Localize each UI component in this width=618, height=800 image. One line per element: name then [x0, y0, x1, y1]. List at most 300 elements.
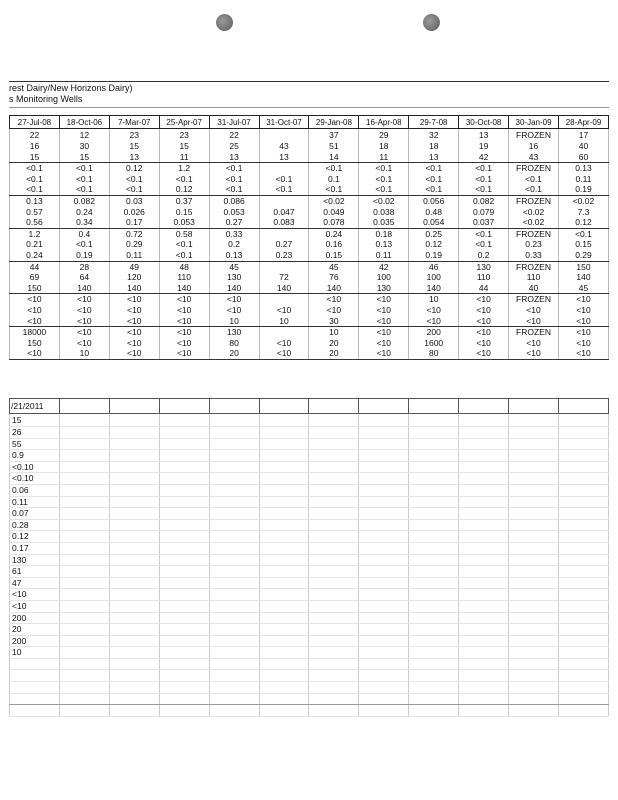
- table-cell: [209, 589, 259, 601]
- table-cell: [259, 163, 309, 174]
- table-cell: [558, 693, 608, 705]
- table-cell: [159, 658, 209, 670]
- table-cell: [59, 693, 109, 705]
- table-row: [10, 261, 609, 272]
- table-cell: 55: [10, 438, 60, 450]
- table-cell: [558, 682, 608, 694]
- table-cell: [309, 531, 359, 543]
- table-cell: [159, 531, 209, 543]
- table-cell: [109, 658, 159, 670]
- table-cell: 140: [209, 283, 259, 294]
- table-cell: [509, 542, 559, 554]
- table-cell: <0.1: [309, 163, 359, 174]
- table-cell: 100: [409, 272, 459, 283]
- table-cell: [259, 554, 309, 566]
- table-cell: [10, 670, 60, 682]
- table-cell: [259, 484, 309, 496]
- table-cell: [309, 612, 359, 624]
- table-cell: <10: [159, 327, 209, 338]
- table-cell: 0.15: [159, 207, 209, 218]
- table-cell: <10: [109, 327, 159, 338]
- table-cell: 0.12: [109, 163, 159, 174]
- table-cell: <10: [558, 294, 608, 305]
- table-cell: <10: [10, 305, 60, 316]
- table-row: [10, 519, 609, 531]
- table-cell: 14: [309, 152, 359, 163]
- table-cell: [109, 600, 159, 612]
- table-cell: 0.33: [209, 228, 259, 239]
- table-cell: [259, 508, 309, 520]
- table-cell: 80: [409, 348, 459, 359]
- table-cell: [509, 450, 559, 462]
- table-cell: [409, 473, 459, 485]
- table-row: [10, 531, 609, 543]
- table-cell: [409, 705, 459, 717]
- table-cell: [359, 635, 409, 647]
- table-cell: 0.12: [558, 217, 608, 228]
- table-cell: [59, 508, 109, 520]
- table-cell: [209, 705, 259, 717]
- table-cell: 0.078: [309, 217, 359, 228]
- table-cell: [558, 473, 608, 485]
- table-cell: <0.1: [209, 174, 259, 185]
- table-cell: 0.16: [309, 239, 359, 250]
- table-cell: [259, 473, 309, 485]
- empty-column-header: [558, 399, 608, 414]
- table-cell: 0.48: [409, 207, 459, 218]
- table-cell: [109, 450, 159, 462]
- empty-column-header: [459, 399, 509, 414]
- table-cell: [259, 195, 309, 206]
- table-cell: FROZEN: [509, 129, 559, 142]
- table-cell: 15: [59, 152, 109, 163]
- table-cell: [459, 461, 509, 473]
- table-cell: <0.1: [259, 184, 309, 195]
- table-cell: 22: [10, 129, 60, 142]
- table-cell: [109, 484, 159, 496]
- table-cell: [309, 484, 359, 496]
- table-cell: [159, 589, 209, 601]
- table-cell: [159, 496, 209, 508]
- table-cell: [259, 542, 309, 554]
- table-cell: [409, 414, 459, 427]
- table-cell: [409, 600, 459, 612]
- table-cell: [558, 624, 608, 636]
- table-cell: 10: [209, 316, 259, 327]
- table-cell: 0.13: [558, 163, 608, 174]
- table-cell: <10: [359, 338, 409, 349]
- table-cell: [509, 438, 559, 450]
- table-cell: 0.4: [59, 228, 109, 239]
- table-cell: [459, 519, 509, 531]
- empty-column-header: [109, 399, 159, 414]
- table-cell: [59, 427, 109, 439]
- table-cell: 140: [159, 283, 209, 294]
- table-cell: [558, 414, 608, 427]
- table-cell: [309, 450, 359, 462]
- table-cell: <10: [459, 305, 509, 316]
- table-cell: 0.23: [509, 239, 559, 250]
- table-cell: [459, 577, 509, 589]
- table-cell: [409, 496, 459, 508]
- table-cell: [259, 294, 309, 305]
- table-cell: [159, 542, 209, 554]
- table-cell: [409, 508, 459, 520]
- table-cell: 1.2: [10, 228, 60, 239]
- table-cell: <0.1: [459, 174, 509, 185]
- table-cell: [259, 327, 309, 338]
- table-cell: [159, 682, 209, 694]
- table-cell: <0.1: [509, 174, 559, 185]
- table-cell: <0.1: [409, 163, 459, 174]
- table-cell: [59, 635, 109, 647]
- table-cell: [509, 473, 559, 485]
- table-cell: 13: [259, 152, 309, 163]
- table-cell: <0.1: [209, 163, 259, 174]
- table-header-row: [10, 399, 609, 414]
- table-cell: FROZEN: [509, 261, 559, 272]
- table-cell: <10: [359, 327, 409, 338]
- table-cell: [209, 554, 259, 566]
- table-cell: [109, 461, 159, 473]
- table-cell: [259, 427, 309, 439]
- table-cell: [209, 542, 259, 554]
- table-cell: 0.06: [10, 484, 60, 496]
- table-cell: 0.28: [10, 519, 60, 531]
- table-cell: [259, 566, 309, 578]
- empty-column-header: [309, 399, 359, 414]
- table-cell: [309, 658, 359, 670]
- table-cell: [309, 508, 359, 520]
- table-row: [10, 438, 609, 450]
- table-cell: [209, 461, 259, 473]
- table-cell: [59, 554, 109, 566]
- table-cell: 7.3: [558, 207, 608, 218]
- table-cell: <10: [309, 305, 359, 316]
- column-header: 30-Jan-09: [509, 116, 559, 129]
- table-cell: [109, 566, 159, 578]
- table-cell: [459, 682, 509, 694]
- table-cell: [59, 577, 109, 589]
- table-cell: [59, 438, 109, 450]
- table-cell: [109, 496, 159, 508]
- table-cell: <10: [209, 305, 259, 316]
- table-cell: FROZEN: [509, 327, 559, 338]
- table-cell: [409, 589, 459, 601]
- table-cell: <0.02: [509, 217, 559, 228]
- table-row: [10, 496, 609, 508]
- table-cell: [109, 554, 159, 566]
- table-cell: [209, 577, 259, 589]
- table-cell: [558, 484, 608, 496]
- column-header: 18-Oct-06: [59, 116, 109, 129]
- table-row: [10, 184, 609, 195]
- table-cell: <10: [359, 305, 409, 316]
- table-cell: 23: [159, 129, 209, 142]
- table-cell: 0.086: [209, 195, 259, 206]
- table-cell: [259, 461, 309, 473]
- table-cell: <0.10: [10, 461, 60, 473]
- table-cell: [459, 705, 509, 717]
- column-header: /21/2011: [10, 399, 60, 414]
- table-row: [10, 250, 609, 261]
- table-cell: 130: [359, 283, 409, 294]
- table-cell: 13: [209, 152, 259, 163]
- table-cell: [558, 647, 608, 659]
- table-cell: <10: [59, 294, 109, 305]
- table-cell: [409, 658, 459, 670]
- table-cell: [509, 705, 559, 717]
- table-cell: 13: [409, 152, 459, 163]
- table-cell: [309, 473, 359, 485]
- table-cell: 48: [159, 261, 209, 272]
- table-cell: 0.047: [259, 207, 309, 218]
- table-cell: [209, 658, 259, 670]
- table-cell: [509, 461, 559, 473]
- empty-column-header: [259, 399, 309, 414]
- table-cell: <10: [109, 316, 159, 327]
- table-cell: [259, 693, 309, 705]
- table-cell: 0.19: [409, 250, 459, 261]
- table-cell: [259, 682, 309, 694]
- table-cell: [259, 705, 309, 717]
- table-cell: <0.1: [10, 174, 60, 185]
- table-cell: 0.21: [10, 239, 60, 250]
- table-cell: [309, 496, 359, 508]
- table-cell: [259, 600, 309, 612]
- table-cell: [159, 473, 209, 485]
- table-cell: [209, 682, 259, 694]
- table-cell: <10: [509, 316, 559, 327]
- table-cell: 130: [209, 327, 259, 338]
- table-cell: 110: [459, 272, 509, 283]
- table-cell: [259, 658, 309, 670]
- table-row: [10, 658, 609, 670]
- table-cell: <10: [59, 338, 109, 349]
- table-cell: [10, 705, 60, 717]
- table-cell: <10: [509, 348, 559, 359]
- table-cell: <10: [359, 348, 409, 359]
- table-cell: [359, 473, 409, 485]
- table-cell: 20: [309, 348, 359, 359]
- table-cell: <0.1: [159, 239, 209, 250]
- table-cell: [59, 542, 109, 554]
- table-row: [10, 705, 609, 717]
- table-cell: [509, 647, 559, 659]
- table-cell: [109, 635, 159, 647]
- table-cell: [409, 450, 459, 462]
- table-cell: [509, 566, 559, 578]
- table-cell: [59, 612, 109, 624]
- table-cell: 140: [109, 283, 159, 294]
- table-row: [10, 461, 609, 473]
- table-cell: [459, 658, 509, 670]
- table-cell: [159, 438, 209, 450]
- table-cell: 0.34: [59, 217, 109, 228]
- table-cell: [558, 670, 608, 682]
- table-cell: [409, 554, 459, 566]
- table-cell: 23: [109, 129, 159, 142]
- empty-column-header: [359, 399, 409, 414]
- table-cell: [59, 647, 109, 659]
- table-cell: [459, 484, 509, 496]
- table-cell: [59, 484, 109, 496]
- table-row: [10, 693, 609, 705]
- table-cell: [109, 473, 159, 485]
- table-row: [10, 612, 609, 624]
- table-cell: <0.1: [159, 174, 209, 185]
- table-cell: 15: [10, 414, 60, 427]
- column-header: 30-Oct-08: [459, 116, 509, 129]
- page-rule-bottom: [9, 704, 609, 705]
- table-cell: 0.07: [10, 508, 60, 520]
- column-header: 27-Jul-08: [10, 116, 60, 129]
- table-cell: [359, 427, 409, 439]
- table-cell: <0.1: [409, 174, 459, 185]
- table-cell: 140: [409, 283, 459, 294]
- table-cell: <0.1: [459, 239, 509, 250]
- table-cell: <10: [459, 294, 509, 305]
- table-cell: [259, 228, 309, 239]
- table-cell: [509, 600, 559, 612]
- table-cell: [558, 461, 608, 473]
- table-cell: [10, 693, 60, 705]
- table-cell: [109, 542, 159, 554]
- table-cell: 140: [259, 283, 309, 294]
- table-cell: 130: [10, 554, 60, 566]
- table-cell: <10: [558, 348, 608, 359]
- table-cell: [459, 670, 509, 682]
- table-cell: [109, 670, 159, 682]
- table-row: [10, 239, 609, 250]
- table-cell: <0.1: [59, 163, 109, 174]
- table-cell: [359, 589, 409, 601]
- table-cell: [359, 612, 409, 624]
- table-cell: 0.053: [209, 207, 259, 218]
- table-cell: [109, 531, 159, 543]
- table-cell: [109, 612, 159, 624]
- table-cell: [10, 682, 60, 694]
- table-cell: [209, 600, 259, 612]
- table-cell: 0.035: [359, 217, 409, 228]
- table-cell: [409, 693, 459, 705]
- table-cell: <10: [109, 294, 159, 305]
- table-cell: [159, 508, 209, 520]
- table-cell: <10: [10, 294, 60, 305]
- table-cell: <10: [509, 305, 559, 316]
- table-cell: 0.18: [359, 228, 409, 239]
- table-cell: 0.11: [109, 250, 159, 261]
- table-row: [10, 566, 609, 578]
- table-cell: 42: [359, 261, 409, 272]
- table-cell: [59, 624, 109, 636]
- table-cell: [558, 496, 608, 508]
- table-cell: 0.27: [259, 239, 309, 250]
- table-cell: [359, 624, 409, 636]
- table-cell: 13: [459, 129, 509, 142]
- table-cell: [409, 624, 459, 636]
- table-cell: [159, 612, 209, 624]
- table-row: [10, 542, 609, 554]
- table-cell: [409, 438, 459, 450]
- table-cell: FROZEN: [509, 195, 559, 206]
- table-cell: <10: [10, 600, 60, 612]
- table-cell: 100: [359, 272, 409, 283]
- table-cell: [309, 414, 359, 427]
- table-cell: <10: [59, 305, 109, 316]
- table-cell: [209, 473, 259, 485]
- table-cell: <10: [359, 316, 409, 327]
- table-cell: [159, 647, 209, 659]
- table-cell: 0.19: [59, 250, 109, 261]
- table-row: [10, 272, 609, 283]
- table-cell: 0.56: [10, 217, 60, 228]
- table-row: [10, 195, 609, 206]
- table-cell: [359, 693, 409, 705]
- table-cell: [59, 600, 109, 612]
- table-cell: 10: [259, 316, 309, 327]
- table-row: [10, 600, 609, 612]
- table-cell: 40: [558, 141, 608, 152]
- table-cell: <0.1: [10, 184, 60, 195]
- table-cell: <0.1: [409, 184, 459, 195]
- table-row: [10, 508, 609, 520]
- header-rule-bottom: [9, 107, 609, 108]
- table-cell: 0.038: [359, 207, 409, 218]
- table-cell: [259, 577, 309, 589]
- table-cell: [409, 577, 459, 589]
- report-title: rest Dairy/New Horizons Dairy): [9, 83, 133, 93]
- table-cell: 61: [10, 566, 60, 578]
- table-cell: [459, 438, 509, 450]
- column-header: 25-Apr-07: [159, 116, 209, 129]
- table-cell: [459, 566, 509, 578]
- table-cell: [309, 624, 359, 636]
- table-cell: [558, 519, 608, 531]
- table-cell: [359, 577, 409, 589]
- table-cell: <10: [459, 316, 509, 327]
- table-cell: 0.083: [259, 217, 309, 228]
- empty-column-header: [209, 399, 259, 414]
- table-cell: 130: [459, 261, 509, 272]
- header-rule-top: [9, 81, 609, 82]
- table-cell: 30: [59, 141, 109, 152]
- table-cell: [109, 414, 159, 427]
- table-cell: [459, 414, 509, 427]
- table-cell: <0.10: [10, 473, 60, 485]
- table-cell: 0.17: [109, 217, 159, 228]
- table-cell: [159, 427, 209, 439]
- table-cell: [259, 414, 309, 427]
- table-cell: [309, 705, 359, 717]
- monitoring-data-table: [9, 115, 609, 360]
- table-cell: [359, 542, 409, 554]
- table-cell: 12: [59, 129, 109, 142]
- table-cell: [59, 670, 109, 682]
- table-cell: [409, 519, 459, 531]
- table-cell: [209, 670, 259, 682]
- table-cell: <0.1: [509, 184, 559, 195]
- table-cell: [59, 450, 109, 462]
- table-cell: 51: [309, 141, 359, 152]
- table-cell: [159, 624, 209, 636]
- table-cell: [459, 450, 509, 462]
- table-cell: 150: [10, 338, 60, 349]
- table-cell: [558, 589, 608, 601]
- table-cell: [159, 414, 209, 427]
- table-cell: [558, 658, 608, 670]
- table-cell: [558, 438, 608, 450]
